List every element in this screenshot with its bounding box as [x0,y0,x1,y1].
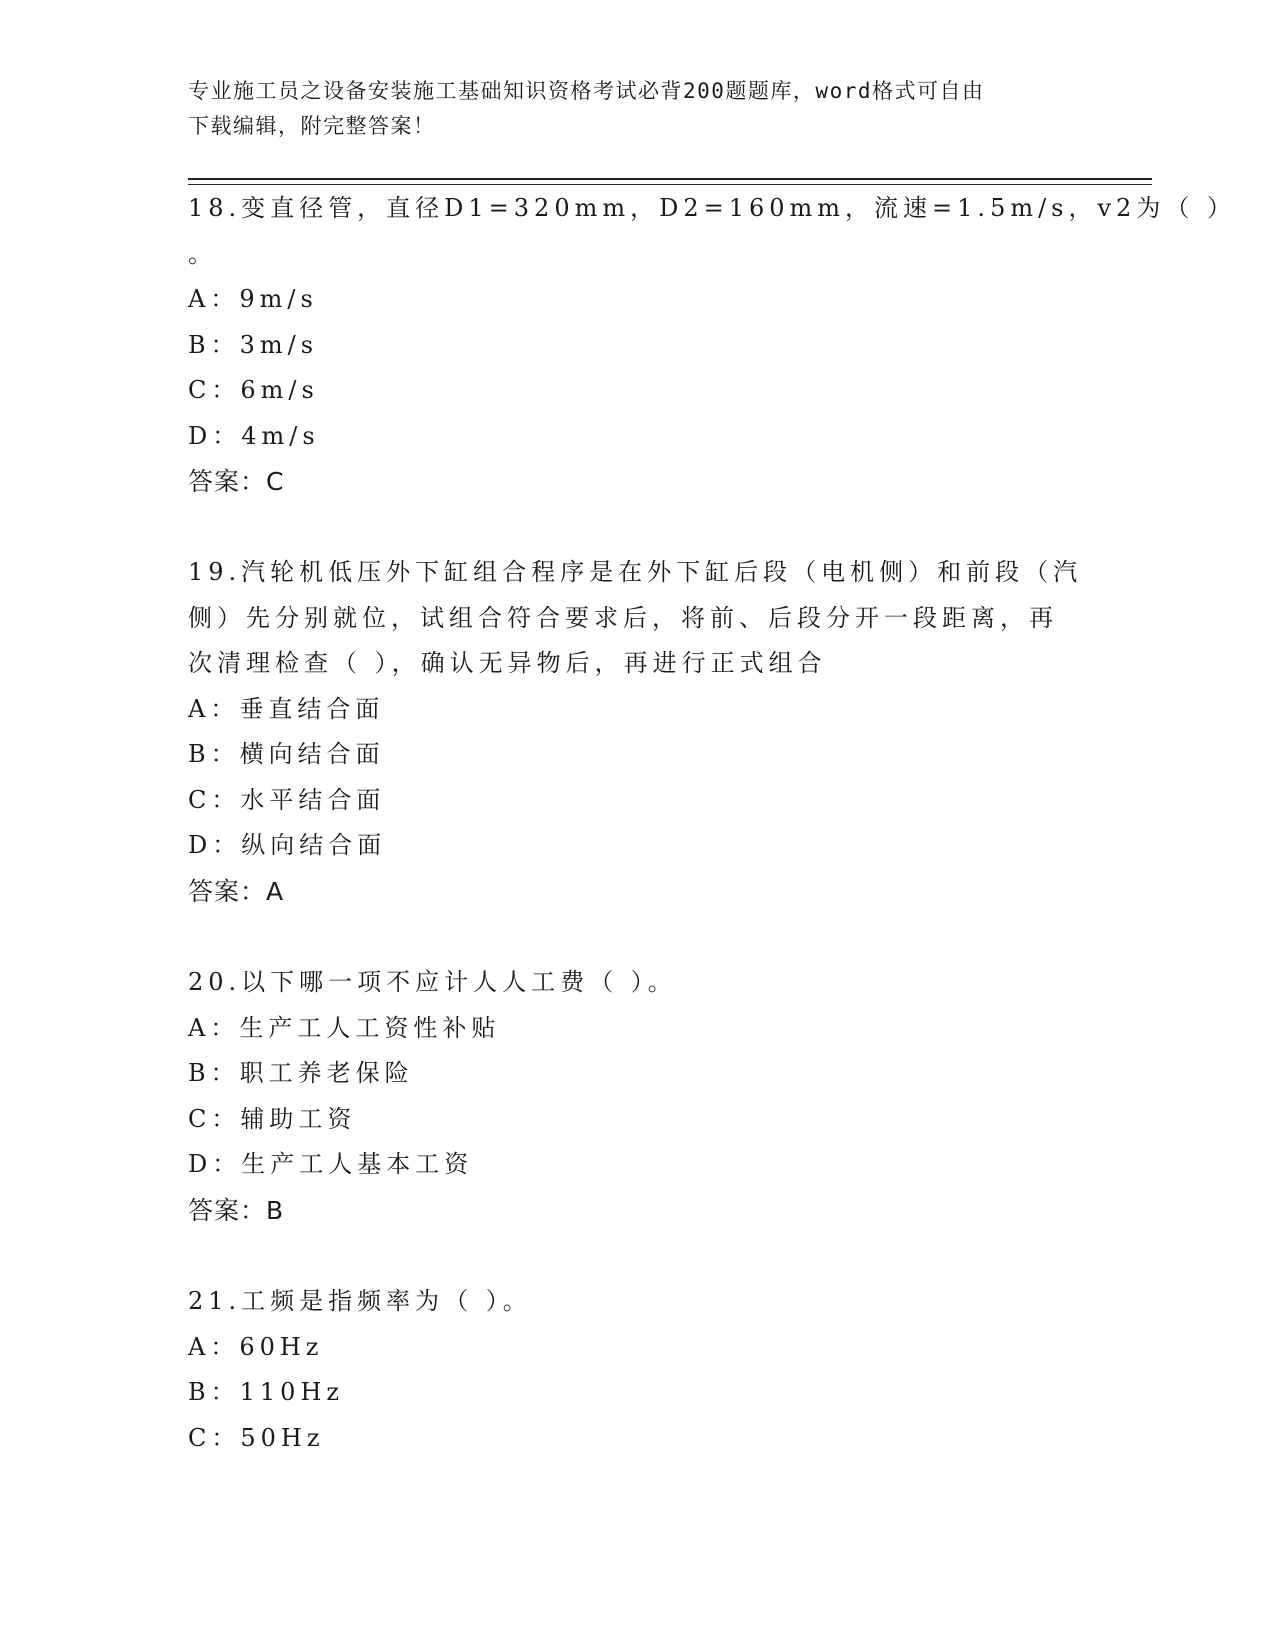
option-b: B：3m/s [188,330,319,359]
question-20 [188,960,1088,1233]
answer: 答案：A [188,876,285,906]
header-line-2: 下载编辑，附完整答案！ [188,114,436,138]
header-line-1: 专业施工员之设备安装施工基础知识资格考试必背200题题库，word格式可自由 [188,79,985,103]
option-c: C：水平结合面 [188,785,386,814]
question-text: 次清理检查（ ），确认无异物后，再进行正式组合 [188,649,827,677]
header-divider-thin [188,184,1152,185]
answer: 答案：C [188,467,285,496]
answer: 答案：B [188,1195,285,1225]
question-text: 18.变直径管，直径D1=320mm，D2=160mm，流速=1.5m/s，v2为（ ） [188,194,1236,222]
option-d: D：4m/s [188,421,320,450]
option-c: C：6m/s [188,376,319,404]
question-text: 20.以下哪一项不应计人人工费（ ）。 [188,968,677,996]
option-b: B：110Hz [188,1378,345,1406]
option-d: D：纵向结合面 [188,831,387,859]
question-18 [188,186,1236,505]
option-a: A：9m/s [188,285,318,313]
option-c: C：辅助工资 [188,1104,357,1133]
header-divider-thick [188,178,1152,180]
question-text: 19.汽轮机低压外下缸组合程序是在外下缸后段（电机侧）和前段（汽 [188,558,1083,586]
document-header [188,74,1088,144]
option-d: D：生产工人基本工资 [188,1150,474,1178]
question-text: 21.工频是指频率为（ ）。 [188,1287,532,1315]
option-a: A：生产工人工资性补贴 [188,1013,501,1042]
option-c: C：50Hz [188,1423,325,1452]
option-b: B：职工养老保险 [188,1059,414,1087]
question-text: 侧）先分别就位，试组合符合要求后，将前、后段分开一段距离，再 [188,603,1058,632]
question-19 [188,550,1088,914]
option-a: A：60Hz [188,1332,324,1361]
option-b: B：横向结合面 [188,740,385,768]
question-text: 。 [188,239,217,268]
question-21 [188,1279,1088,1461]
option-a: A：垂直结合面 [188,694,385,723]
